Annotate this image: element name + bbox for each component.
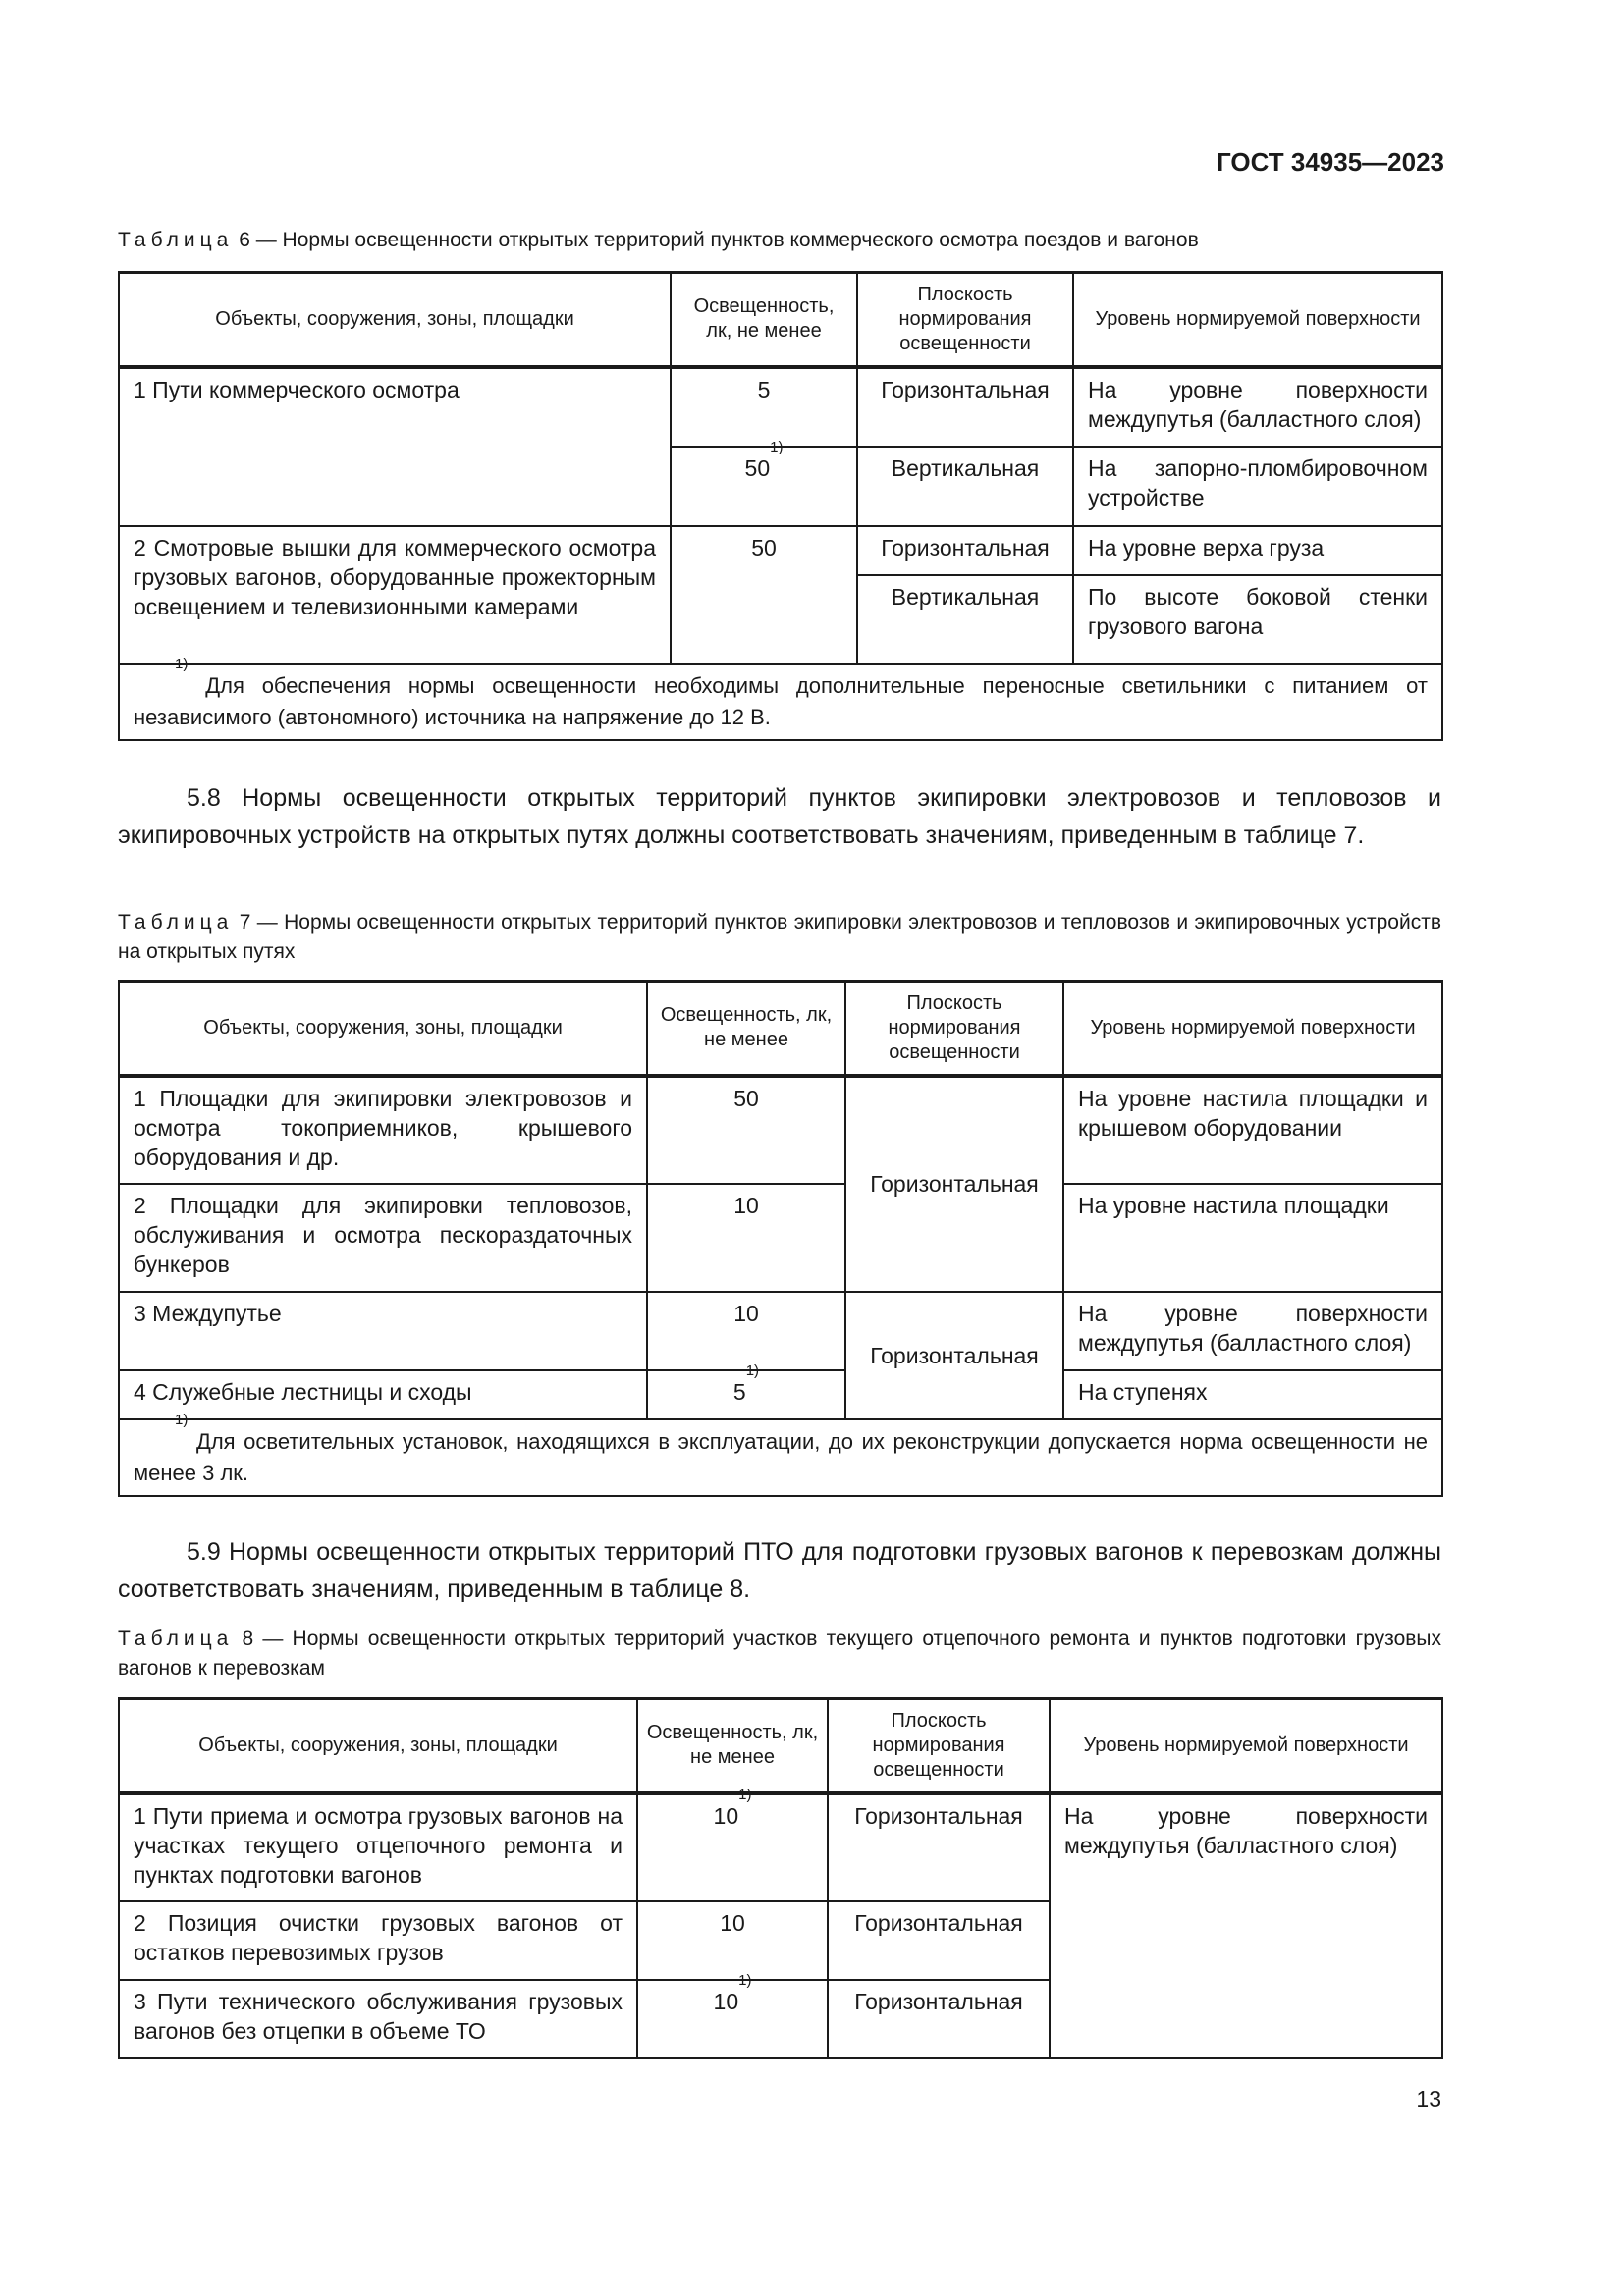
table6-footnote-text: Для обеспечения нормы освещенности необходимы дополнительные переносные светильники с питанием от независимого (автономного) источника на напряжение до 12 В. <box>134 672 1428 729</box>
table8 <box>118 1697 1443 2059</box>
table6-row2-level-b: По высоте боковой стенки грузового вагона <box>1073 575 1442 664</box>
table7-header-level: Уровень нормируемой поверхности <box>1063 982 1442 1076</box>
table7-row2-level: На уровне настила площадки <box>1063 1184 1442 1292</box>
table6-header-lux: Освещенность, лк, не менее <box>671 273 857 367</box>
table7-row2-object: 2 Площадки для экипировки тепловозов, обслуживания и осмотра пескораздаточных бункеров <box>119 1184 647 1292</box>
table7-row1-lux: 50 <box>647 1076 845 1184</box>
table8-header-level: Уровень нормируемой поверхности <box>1050 1699 1442 1793</box>
footnote-ref: 1) <box>770 438 784 455</box>
table7-row4-lux <box>647 1362 845 1419</box>
table6-caption-text: 6 — Нормы освещенности открытых территорий пунктов коммерческого осмотра поездов и вагонов <box>239 229 1199 251</box>
table7-header-lux: Освещенность, лк, не менее <box>647 982 845 1076</box>
table6-row1-object: 1 Пути коммерческого осмотра <box>119 367 671 526</box>
table7-plane-group2: Горизонтальная <box>845 1292 1063 1419</box>
table8-level: На уровне поверхности междупутья (балластного слоя) <box>1050 1793 1442 2058</box>
table8-row1-plane: Горизонтальная <box>828 1793 1050 1901</box>
table8-row2-lux: 10 <box>637 1901 828 1980</box>
table6-row1-level-b: На запорно-пломбировочном устройстве <box>1073 447 1442 526</box>
footnote-mark: 1) <box>175 1411 189 1428</box>
table6-row1-plane-a: Горизонтальная <box>857 367 1073 447</box>
table6-caption <box>118 226 1441 255</box>
table8-row2-plane: Горизонтальная <box>828 1901 1050 1980</box>
table7-row3-lux: 10 <box>647 1292 845 1370</box>
table8-header-objects: Объекты, сооружения, зоны, площадки <box>119 1699 637 1793</box>
table6 <box>118 271 1443 741</box>
table7-row2-lux: 10 <box>647 1184 845 1292</box>
table6-row2-plane-a: Горизонтальная <box>857 526 1073 575</box>
table6-header-level: Уровень нормируемой поверхности <box>1073 273 1442 367</box>
table6-row1-lux-b-value: 50 <box>744 454 771 481</box>
table8-header-lux: Освещенность, лк, не менее <box>637 1699 828 1793</box>
table8-row3-plane: Горизонтальная <box>828 1980 1050 2058</box>
table8-header-plane: Плоскость нормирования освещенности <box>828 1699 1050 1793</box>
table7-footnote-text: Для осветительных установок, находящихся в эксплуатации, до их реконструкции допускается норма освещенности не менее 3 лк. <box>134 1428 1428 1485</box>
table7-row1-object: 1 Площадки для экипировки электровозов и осмотра токоприемников, крышевого оборудования и др. <box>119 1076 647 1184</box>
table7-header-plane: Плоскость нормирования освещенности <box>845 982 1063 1076</box>
table6-label: Таблица <box>118 229 234 251</box>
footnote-ref: 1) <box>738 1786 752 1803</box>
table8-row3-object: 3 Пути технического обслуживания грузовых вагонов без отцепки в объеме ТО <box>119 1980 637 2058</box>
footnote-ref: 1) <box>745 1362 760 1379</box>
table6-row2-plane-b: Вертикальная <box>857 575 1073 664</box>
table6-row2-lux: 50 <box>671 526 857 664</box>
table8-label: Таблица <box>118 1628 234 1650</box>
table7-plane-group1: Горизонтальная <box>845 1076 1063 1292</box>
table8-caption <box>118 1625 1441 1683</box>
table7-row3-level: На уровне поверхности междупутья (балластного слоя) <box>1063 1292 1442 1370</box>
table6-row1-plane-b: Вертикальная <box>857 447 1073 526</box>
table7-row4-lux-value: 5 <box>732 1378 746 1405</box>
table6-header-plane: Плоскость нормирования освещенности <box>857 273 1073 367</box>
table7-row4-level: На ступенях <box>1063 1370 1442 1419</box>
paragraph-5-8: 5.8 Нормы освещенности открытых территорий пунктов экипировки электровозов и тепловозов и экипировочных устройств на открытых путях должны соответствовать значениям, приведенным в таблице 7. <box>118 784 1441 849</box>
table7-caption <box>118 908 1441 967</box>
table6-row2-level-a: На уровне верха груза <box>1073 526 1442 575</box>
table7-row1-level: На уровне настила площадки и крышевом оборудовании <box>1063 1076 1442 1184</box>
table8-row3-lux-value: 10 <box>713 1988 739 2014</box>
table7-label: Таблица <box>118 911 234 934</box>
table6-row1-level-a: На уровне поверхности междупутья (балластного слоя) <box>1073 367 1442 447</box>
footnote-mark: 1) <box>175 655 189 672</box>
table6-row1-lux-a: 5 <box>671 367 857 447</box>
table6-footnote <box>119 655 1442 740</box>
table6-header-objects: Объекты, сооружения, зоны, площадки <box>119 273 671 367</box>
footnote-ref: 1) <box>738 1971 752 1989</box>
table7-footnote <box>119 1411 1442 1496</box>
page-number: 13 <box>1416 2086 1441 2111</box>
table6-row1-lux-b <box>671 438 857 526</box>
paragraph-5-9: 5.9 Нормы освещенности открытых территорий ПТО для подготовки грузовых вагонов к перевозкам должны соответствовать значениям, приведенным в таблице 8. <box>118 1538 1441 1603</box>
table7-row4-object: 4 Служебные лестницы и сходы <box>119 1370 647 1419</box>
table8-row3-lux <box>637 1971 828 2058</box>
table8-row1-lux <box>637 1786 828 1901</box>
standard-number: ГОСТ 34935—2023 <box>1217 147 1444 177</box>
table6-row2-object: 2 Смотровые вышки для коммерческого осмотра грузовых вагонов, оборудованные прожекторным освещением и телевизионными камерами <box>119 526 671 664</box>
table7-caption-text: 7 — Нормы освещенности открытых территорий пунктов экипировки электровозов и тепловозов и экипировочных устройств на открытых путях <box>118 911 1441 963</box>
table8-row2-object: 2 Позиция очистки грузовых вагонов от остатков перевозимых грузов <box>119 1901 637 1980</box>
table7-row3-object: 3 Междупутье <box>119 1292 647 1370</box>
table7 <box>118 980 1443 1497</box>
table8-row1-lux-value: 10 <box>713 1802 739 1829</box>
table8-caption-text: 8 — Нормы освещенности открытых территорий участков текущего отцепочного ремонта и пунктов подготовки грузовых вагонов к перевозкам <box>118 1628 1442 1680</box>
table8-row1-object: 1 Пути приема и осмотра грузовых вагонов на участках текущего отцепочного ремонта и пунктах подготовки вагонов <box>119 1793 637 1901</box>
table7-header-objects: Объекты, сооружения, зоны, площадки <box>119 982 647 1076</box>
